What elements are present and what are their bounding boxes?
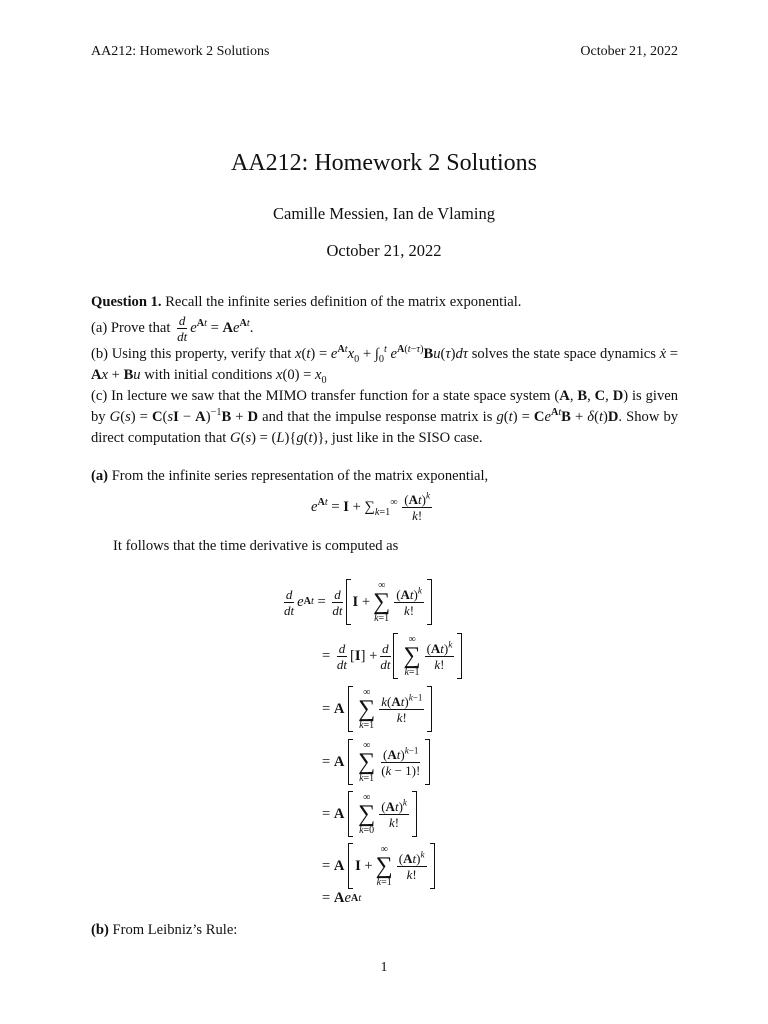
answer-a-text: From the infinite series representation of the matrix exponential, [111, 468, 489, 484]
derivation-step-1: $\frac{d}{dt}$ e At = $\frac{d}{dt}$ I + ∞ ∑ k=1 $\frac{(At)^k}{k!}$ [281, 580, 432, 624]
series-definition-equation: $e^{At} = I + \sum_{k=1}^\infty$ $\frac{(At)^k}{k!}$ [311, 490, 430, 523]
derivation-step-7: = A e At [322, 890, 362, 906]
part-b-line2-prefix: dynamics [599, 346, 656, 362]
page-number: 1 [380, 960, 388, 975]
paper-title: AA212: Homework 2 Solutions [231, 150, 537, 176]
part-c-line2-middle: and that the impulse response matrix is [262, 409, 493, 425]
d-dt-fraction: $\frac{d}{dt}$ [177, 313, 188, 344]
question-1: Question 1. Recall the infinite series definition of the matrix exponential. (a) Prove that $\frac{d}{dt}$ $e^{At} = Ae^{At}$. (b) Using this property, verify that $x(t) = e^{At}x_0 + \int_0^t$ $e^{A(t-\tau)}Bu(\tau)d\tau$ solves the state space dynamics ẋ = Ax + Bu with initial conditions $x(0) = x_0$ (c) In lecture we saw that the MIMO transfer function for a state space system (A, B, C, D) is given by G(s) = C(sI − A)$^{-1}$B + D and that the impulse response matrix is $g(t) = Ce^{At}B + \delta(t)D$. Show by direct computation that G(s) = (L){g(t)}, just like in the SISO case. [91, 294, 679, 446]
part-a-prompt: (a) Prove that [91, 319, 171, 336]
header-right: October 21, 2022 [580, 44, 678, 59]
answer-b-label: (b) [91, 922, 109, 938]
question-intro: Recall the infinite series definition of the matrix exponential. [165, 294, 522, 310]
answer-a-label: (a) [91, 468, 109, 484]
part-b-suffix: solves the state space [471, 346, 597, 362]
part-c-line1: (c) In lecture we saw that the MIMO transfer function for a state space system [91, 388, 551, 404]
part-c-line3-middle: Show by direct computation that [91, 409, 679, 446]
part-c-line4: case. [453, 430, 483, 446]
derivation-step-6: = A I + ∞ ∑ k=1 $\frac{(At)^k}{k!}$ [322, 844, 435, 888]
answer-a-intro [91, 466, 678, 487]
paper-date: October 21, 2022 [326, 241, 442, 260]
header-left: AA212: Homework 2 Solutions [91, 44, 270, 59]
derivation-step-2: = $\frac{d}{dt}$ [ I ] + $\frac{d}{dt}$ ∞ ∑ k=1 $\frac{(At)^k}{k!}$ [322, 634, 462, 678]
part-c-line3-suffix: , just like in the SISO [324, 430, 451, 446]
answer-b-text: From Leibniz’s Rule: [112, 922, 238, 938]
answer-a-follows: It follows that the time derivative is computed as [113, 538, 399, 554]
question-label: Question 1. [91, 294, 162, 310]
authors: Camille Messien, Ian de Vlaming [273, 204, 495, 223]
derivation-step-4: = A ∞ ∑ k=1 $\frac{(At)^{k-1}}{(k - 1)!}$ [322, 740, 430, 784]
answer-b-intro [91, 920, 678, 941]
derivation-step-5: = A ∞ ∑ k=0 $\frac{(At)^k}{k!}$ [322, 792, 417, 836]
part-c-line2-prefix: is given by [91, 388, 679, 425]
derivation-step-3: = A ∞ ∑ k=1 $\frac{k(At)^{k-1}}{k!}$ [322, 687, 432, 731]
running-header [91, 44, 678, 60]
part-b-prompt: (b) Using this property, verify that [91, 346, 292, 362]
part-b-line2-middle: with initial conditions [144, 367, 273, 383]
